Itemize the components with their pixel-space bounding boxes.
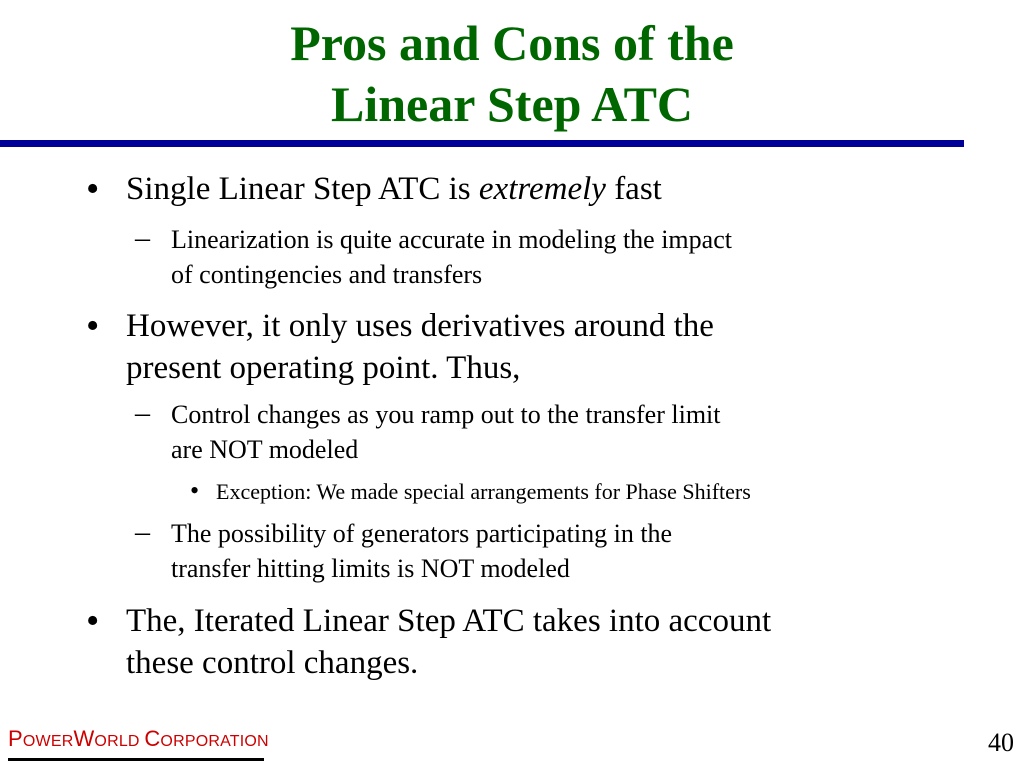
- bullet-line-2: present operating point. Thus,: [126, 350, 521, 386]
- bullet-text-prefix: Single Linear Step ATC is: [126, 171, 479, 207]
- slide-title-line-2: Linear Step ATC: [330, 76, 694, 132]
- dash-icon: –: [135, 396, 150, 429]
- sub-bullet-item-3: [135, 515, 991, 586]
- bullet-line-1: The, Iterated Linear Step ATC takes into account: [126, 603, 772, 639]
- bullet-item-3: [86, 600, 986, 684]
- slide-title-line-1: Pros and Cons of the: [290, 15, 734, 71]
- slide-number: 40: [988, 728, 1014, 757]
- bullet-item-2: [86, 305, 986, 389]
- bullet-dot-icon: •: [86, 600, 100, 642]
- bullet-line-1: However, it only uses derivatives around the: [126, 308, 714, 344]
- sub-bullet-line-1: Control changes as you ramp out to the transfer limit: [171, 400, 721, 429]
- dash-icon: –: [135, 515, 150, 548]
- small-bullet-dot-icon: •: [190, 476, 200, 505]
- logo-underline: [8, 758, 264, 761]
- sub-bullet-line-1: The possibility of generators participating in the: [171, 519, 673, 548]
- powerworld-logo: POWERWORLD CORPORATION: [8, 726, 269, 751]
- emphasis-text: extremely: [478, 171, 606, 207]
- bullet-item-1: [86, 168, 986, 210]
- sub-bullet-item-1: [135, 221, 991, 292]
- sub-bullet-line-2: of contingencies and transfers: [171, 260, 483, 289]
- dash-icon: –: [135, 221, 150, 254]
- title-underline-rule: [0, 140, 964, 147]
- bullet-text-suffix: fast: [605, 171, 662, 207]
- sub-bullet-line-1: Linearization is quite accurate in modeling the impact: [171, 225, 732, 254]
- sub-sub-bullet-item: [190, 476, 1006, 507]
- sub-bullet-line-2: are NOT modeled: [171, 435, 359, 464]
- sub-bullet-item-2: [135, 396, 991, 467]
- bullet-dot-icon: •: [86, 305, 100, 347]
- bullet-dot-icon: •: [86, 168, 100, 210]
- sub-bullet-line-2: transfer hitting limits is NOT modeled: [171, 554, 570, 583]
- sub-sub-bullet-text: Exception: We made special arrangements for Phase Shifters: [216, 479, 751, 504]
- bullet-line-2: these control changes.: [126, 645, 419, 681]
